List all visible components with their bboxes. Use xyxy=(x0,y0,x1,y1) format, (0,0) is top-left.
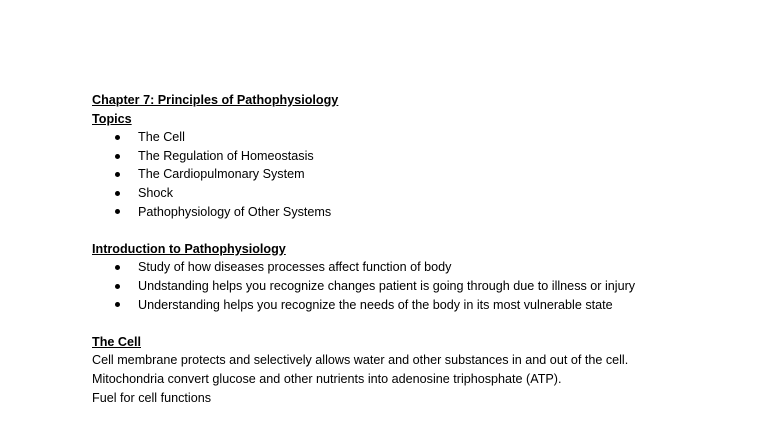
chapter-title: Chapter 7: Principles of Pathophysiology xyxy=(92,93,339,107)
introduction-list xyxy=(92,258,692,314)
spacer xyxy=(92,314,692,333)
list-item: The Regulation of Homeostasis xyxy=(92,147,692,166)
the-cell-heading: The Cell xyxy=(92,334,141,349)
list-item: Understanding helps you recognize the needs of the body in its most vulnerable state xyxy=(92,296,692,315)
paragraph: Mitochondria convert glucose and other nutrients into adenosine triphosphate (ATP). xyxy=(92,371,562,386)
list-item: Shock xyxy=(92,184,692,203)
list-item: Undstanding helps you recognize changes patient is going through due to illness or injury xyxy=(92,277,692,296)
document-content xyxy=(92,91,692,407)
spacer xyxy=(92,221,692,240)
paragraph: Cell membrane protects and selectively allows water and other substances in and out of the cell. xyxy=(92,353,629,368)
paragraph: Fuel for cell functions xyxy=(92,390,211,405)
list-item: Study of how diseases processes affect function of body xyxy=(92,258,692,277)
topics-heading: Topics xyxy=(92,111,132,126)
introduction-heading: Introduction to Pathophysiology xyxy=(92,241,286,256)
list-item: Pathophysiology of Other Systems xyxy=(92,203,692,222)
list-item: The Cardiopulmonary System xyxy=(92,165,692,184)
list-item: The Cell xyxy=(92,128,692,147)
topics-list xyxy=(92,128,692,221)
